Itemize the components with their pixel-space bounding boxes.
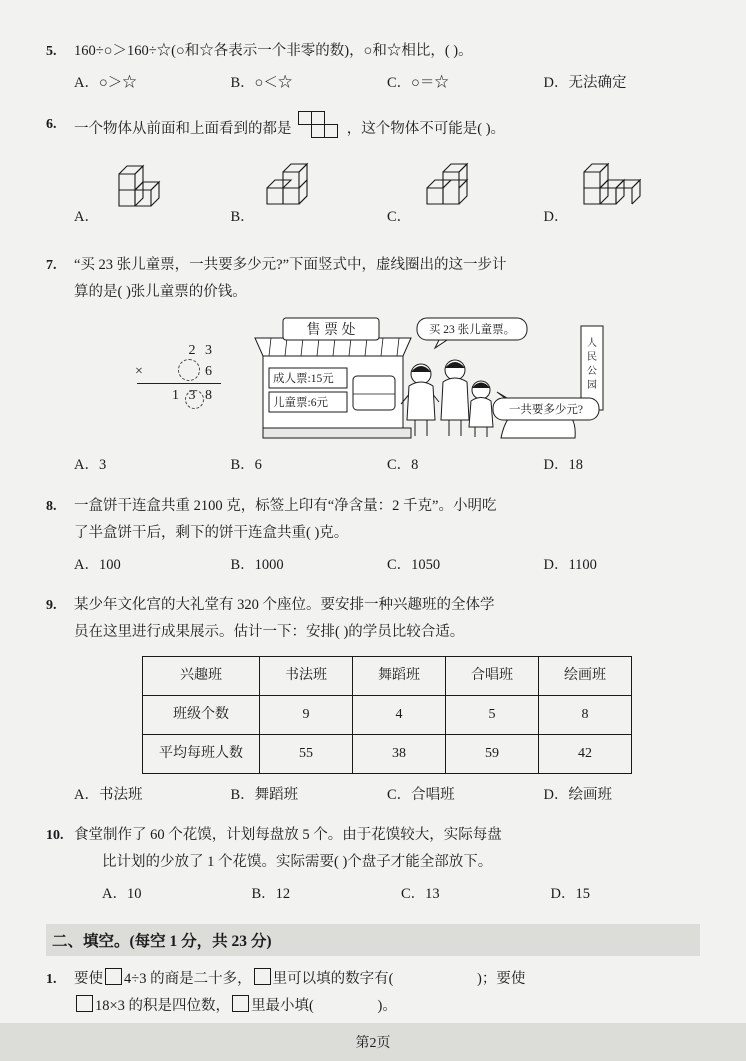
calc-row-3: 1 3 8: [172, 388, 215, 404]
option-c[interactable]: C．○＝☆: [387, 74, 449, 91]
question-6: [46, 111, 700, 239]
question-7: [46, 252, 700, 478]
question-7-artwork: [74, 316, 700, 446]
question-body: [74, 252, 700, 478]
multiply-sign: ×: [135, 364, 143, 380]
svg-text:公: 公: [587, 366, 597, 378]
option-c[interactable]: C．合唱班: [387, 786, 455, 803]
question-text-line-2: 了半盒饼干后，剩下的饼干连盒共重( )克。: [74, 524, 349, 541]
text-fragment: 18×3 的积是四位数，: [95, 997, 231, 1014]
text-fragment: )；要使: [477, 970, 526, 987]
option-b-label: B．: [230, 208, 255, 225]
question-number: 5.: [46, 44, 57, 59]
table-header-cell: 舞蹈班: [353, 656, 446, 695]
question-text: 160÷○＞160÷☆(○和☆各表示一个非零的数)，○和☆相比，( )。: [74, 43, 473, 59]
option-d[interactable]: [544, 156, 701, 234]
question-text-line-2: 员在这里进行成果展示。估计一下：安排( )的学员比较合适。: [74, 624, 465, 641]
svg-text:人: 人: [587, 338, 597, 350]
text-fragment: 4÷3 的商是二十多，: [124, 970, 252, 987]
row-label: 班级个数: [143, 695, 260, 734]
text-fragment: )。: [377, 997, 397, 1014]
calc-divider: [137, 383, 221, 384]
option-c[interactable]: C．13: [401, 886, 440, 903]
table-cell: 59: [446, 734, 539, 773]
table-header-cell: 绘画班: [539, 656, 632, 695]
option-c[interactable]: [387, 156, 544, 234]
cube-figure-a: [105, 162, 189, 234]
table-header-cell: 兴趣班: [143, 656, 260, 695]
calc-row-2-value: 6: [205, 364, 215, 380]
question-text-before: 一个物体从前面和上面看到的都是: [74, 120, 292, 137]
option-b[interactable]: B．1000: [230, 556, 284, 573]
question-text-after: ，这个物体不可能是( )。: [346, 120, 506, 137]
table-header-cell: 合唱班: [446, 656, 539, 695]
text-fragment: 里可以填的数字有(: [272, 970, 394, 987]
option-d-label: D．: [543, 208, 569, 225]
option-a[interactable]: A．100: [74, 556, 121, 573]
option-d[interactable]: D．18: [543, 457, 583, 474]
calc-row-1: 2 3: [188, 343, 215, 359]
option-row: [74, 70, 700, 97]
question-body: [74, 592, 700, 808]
table-header-cell: 书法班: [260, 656, 353, 695]
question-number: 6.: [46, 116, 57, 132]
table-cell: 55: [260, 734, 353, 773]
question-text-line-1: 某少年文化宫的大礼堂有 320 个座位。要安排一种兴趣班的全体学: [74, 597, 495, 614]
question-9: [46, 592, 700, 808]
bubble-right-text: 一共要多少元?: [508, 404, 584, 417]
table-cell: 5: [446, 695, 539, 734]
question-text-line-2: 算的是( )张儿童票的价钱。: [74, 284, 247, 301]
option-b[interactable]: B．舞蹈班: [230, 786, 299, 803]
blank-box-icon[interactable]: [76, 995, 93, 1012]
question-text-line-2: [74, 993, 700, 1020]
question-text-line: [74, 111, 700, 149]
option-row: [74, 552, 700, 579]
option-c[interactable]: C．1050: [387, 556, 441, 573]
blank-box-icon[interactable]: [232, 995, 249, 1012]
interest-class-table: [142, 656, 632, 774]
question-body: [74, 822, 700, 907]
calc-row-2: [129, 361, 221, 382]
dashed-circle-icon-1: [178, 359, 200, 381]
adult-price-text: 成人票:15元: [273, 373, 334, 386]
option-d[interactable]: D．绘画班: [543, 786, 612, 803]
question-5: [46, 38, 700, 97]
cube-figure-d: [574, 162, 658, 234]
text-fragment: 要使: [74, 970, 103, 987]
bubble-left-text: 买 23 张儿童票。: [428, 324, 516, 337]
blank-box-icon[interactable]: [105, 968, 122, 985]
option-a[interactable]: [74, 156, 231, 234]
option-b[interactable]: B．6: [230, 457, 262, 474]
option-b[interactable]: B．12: [251, 886, 291, 903]
option-a[interactable]: A．○＞☆: [74, 74, 137, 91]
question-body: [74, 111, 700, 239]
vertical-calculation: [129, 340, 221, 406]
dashed-circle-icon-2: [185, 390, 204, 409]
section-heading-fill-in-blank: 二、填空。(每空 1 分，共 23 分): [46, 924, 700, 956]
row-label: 平均每班人数: [143, 734, 260, 773]
option-a[interactable]: A．3: [74, 457, 107, 474]
table-cell: 9: [260, 695, 353, 734]
option-a[interactable]: A．10: [102, 886, 142, 903]
table-cell: 42: [539, 734, 632, 773]
table-header-row: [143, 656, 632, 695]
question-number: 7.: [46, 258, 57, 274]
option-b[interactable]: [231, 156, 388, 234]
question-number: 10.: [46, 828, 64, 844]
question-text-line-2: 比计划的少放了 1 个花馍。实际需要( )个盘子才能全部放下。: [102, 854, 493, 871]
l-shape-icon: [298, 111, 340, 149]
cube-figure-c: [417, 162, 501, 234]
child-price-text: 儿童票:6元: [273, 397, 328, 410]
option-a[interactable]: A．书法班: [74, 786, 143, 803]
text-fragment: 里最小填(: [251, 997, 314, 1014]
option-c-label: C．: [387, 208, 412, 225]
option-row: [74, 782, 700, 809]
blank-box-icon[interactable]: [254, 968, 271, 985]
svg-text:园: 园: [587, 380, 597, 392]
option-d[interactable]: D．无法确定: [543, 74, 627, 91]
question-text-line-1: 食堂制作了 60 个花馍，计划每盘放 5 个。由于花馍较大，实际每盘: [74, 827, 502, 844]
section2-question-1: [46, 966, 700, 1020]
option-c[interactable]: C．8: [387, 457, 419, 474]
table-cell: 4: [353, 695, 446, 734]
question-body: [74, 38, 700, 97]
question-text-line-1: “买 23 张儿童票，一共要多少元?”下面竖式中，虚线圈出的这一步计: [74, 257, 507, 274]
table-cell: 8: [539, 695, 632, 734]
option-d[interactable]: D．15: [550, 886, 590, 903]
question-number: 1.: [46, 971, 57, 987]
svg-text:民: 民: [587, 352, 597, 364]
option-row: [74, 452, 700, 479]
option-row: [74, 881, 700, 908]
question-number: 8.: [46, 498, 57, 514]
question-body: [74, 493, 700, 578]
page-footer: [0, 1023, 746, 1061]
interest-class-table-wrap: [74, 656, 700, 774]
ticket-booth-illustration: [225, 316, 625, 446]
page-number: 第2页: [355, 1036, 391, 1051]
booth-sign-text: 售 票 处: [306, 323, 356, 339]
table-cell: 38: [353, 734, 446, 773]
question-8: [46, 493, 700, 578]
page-content: [46, 38, 700, 1019]
question-text-line-1: 一盒饼干连盒共重 2100 克，标签上印有“净含量：2 千克”。小明吃: [74, 497, 497, 514]
table-row: [143, 695, 632, 734]
table-row: [143, 734, 632, 773]
option-b[interactable]: B．○＜☆: [230, 74, 293, 91]
cube-figure-b: [261, 162, 345, 234]
question-text-line-1: [74, 966, 700, 993]
option-d[interactable]: D．1100: [543, 556, 597, 573]
question-body: [74, 966, 700, 1020]
question-number: 9.: [46, 598, 57, 614]
option-a-label: A．: [74, 208, 99, 225]
option-shape-row: [74, 156, 700, 234]
question-10: [46, 822, 700, 907]
